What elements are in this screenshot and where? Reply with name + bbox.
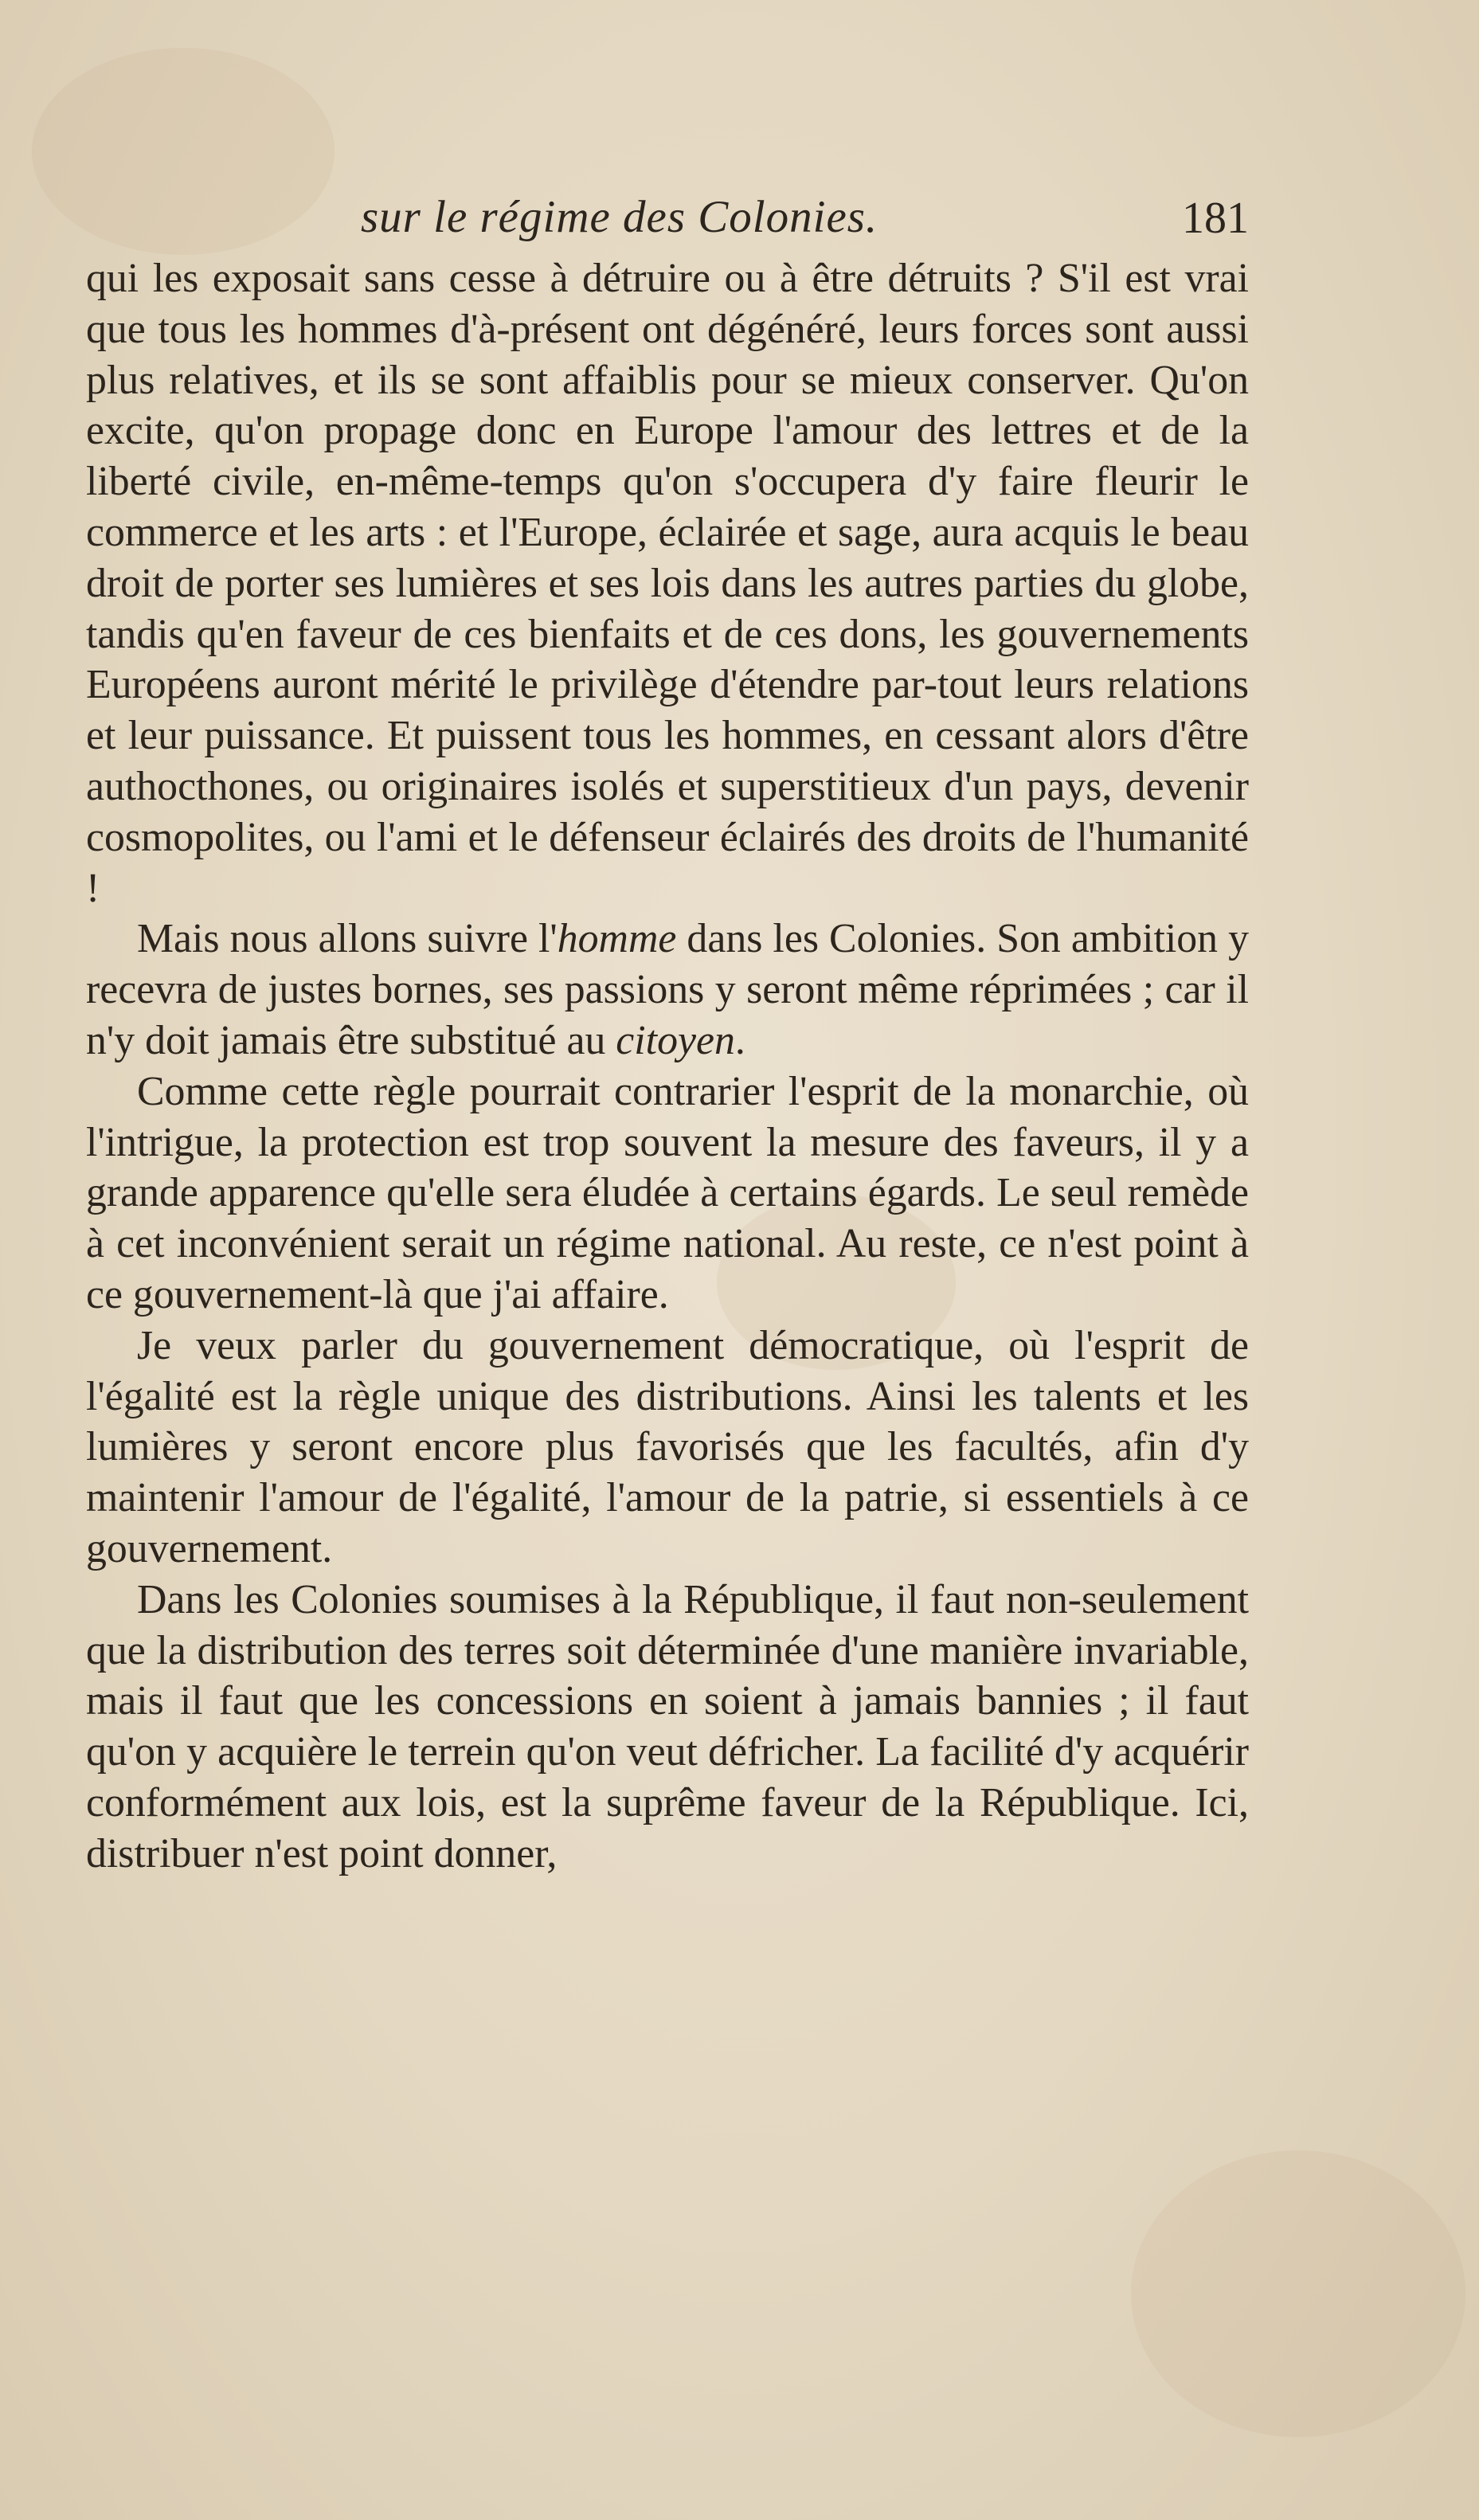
body-text <box>86 253 1249 1880</box>
paragraph-4-text: Je veux parler du gouvernement démocratique, où l'esprit de l'égalité est la règle unique des distributions. Ainsi les talents et les lumières y seront encore plus favorisés que les facultés, afin d'y maintenir l'amour de l'égalité, l'amour de la patrie, si essentiels à ce gouvernement. <box>86 1322 1249 1571</box>
paper-stain <box>1131 2150 1465 2437</box>
paragraph-1-text: qui les exposait sans cesse à détruire ou à être détruits ? S'il est vrai que tous les hommes d'à-présent ont dégénéré, leurs forces sont aussi plus relatives, et ils se sont affaiblis pour se mieux conserver. Qu'on excite, qu'on propage donc en Europe l'amour des lettres et de la liberté civile, en-même-temps qu'on s'occupera d'y faire fleurir le commerce et les arts : et l'Europe, éclairée et sage, aura acquis le beau droit de porter ses lumières et ses lois dans les autres parties du globe, tandis qu'en faveur de ces bienfaits et de ces dons, les gouvernements Européens auront mérité le privilège d'étendre par-tout leurs relations et leur puissance. Et puissent tous les hommes, en cessant alors d'être authocthones, ou originaires isolés et superstitieux d'un pays, devenir cosmopolites, ou l'ami et le défenseur éclairés des droits de l'humanité ! <box>86 256 1249 911</box>
paragraph-2-text-c: . <box>734 1017 745 1063</box>
paragraph-2-text-a: Mais nous allons suivre l' <box>137 916 558 962</box>
page-number: 181 <box>1182 194 1249 243</box>
paragraph-4 <box>86 1321 1249 1575</box>
paragraph-3 <box>86 1066 1249 1321</box>
paragraph-2-text-b: dans les Colonies. Son ambition y recevra de justes bornes, ses passions y seront même réprimées ; car il n'y doit jamais être substitué au <box>86 916 1250 1063</box>
paragraph-5-text: Dans les Colonies soumises à la République, il faut non-seulement que la distribution des terres soit déterminée d'une manière invariable, mais il faut que les concessions en soient à jamais bannies ; il faut qu'on y acquière le terrein qu'on veut défricher. La facilité d'y acquérir conformément aux lois, est la suprême faveur de la République. Ici, distribuer n'est point donner, <box>86 1576 1249 1876</box>
paragraph-5 <box>86 1575 1249 1880</box>
paragraph-2 <box>86 914 1249 1066</box>
paragraph-3-text: Comme cette règle pourrait contrarier l'esprit de la monarchie, où l'intrigue, la protection est trop souvent la mesure des faveurs, il y a grande apparence qu'elle sera éludée à certains égards. Le seul remède à cet inconvénient serait un régime national. Au reste, ce n'est point à ce gouvernement-là que j'ai affaire. <box>86 1068 1249 1317</box>
paragraph-1 <box>86 253 1249 914</box>
running-title: sur le régime des Colonies. <box>361 192 878 242</box>
emphasis-homme: homme <box>557 916 677 962</box>
page-header <box>86 191 1248 255</box>
emphasis-citoyen: citoyen <box>616 1017 735 1063</box>
